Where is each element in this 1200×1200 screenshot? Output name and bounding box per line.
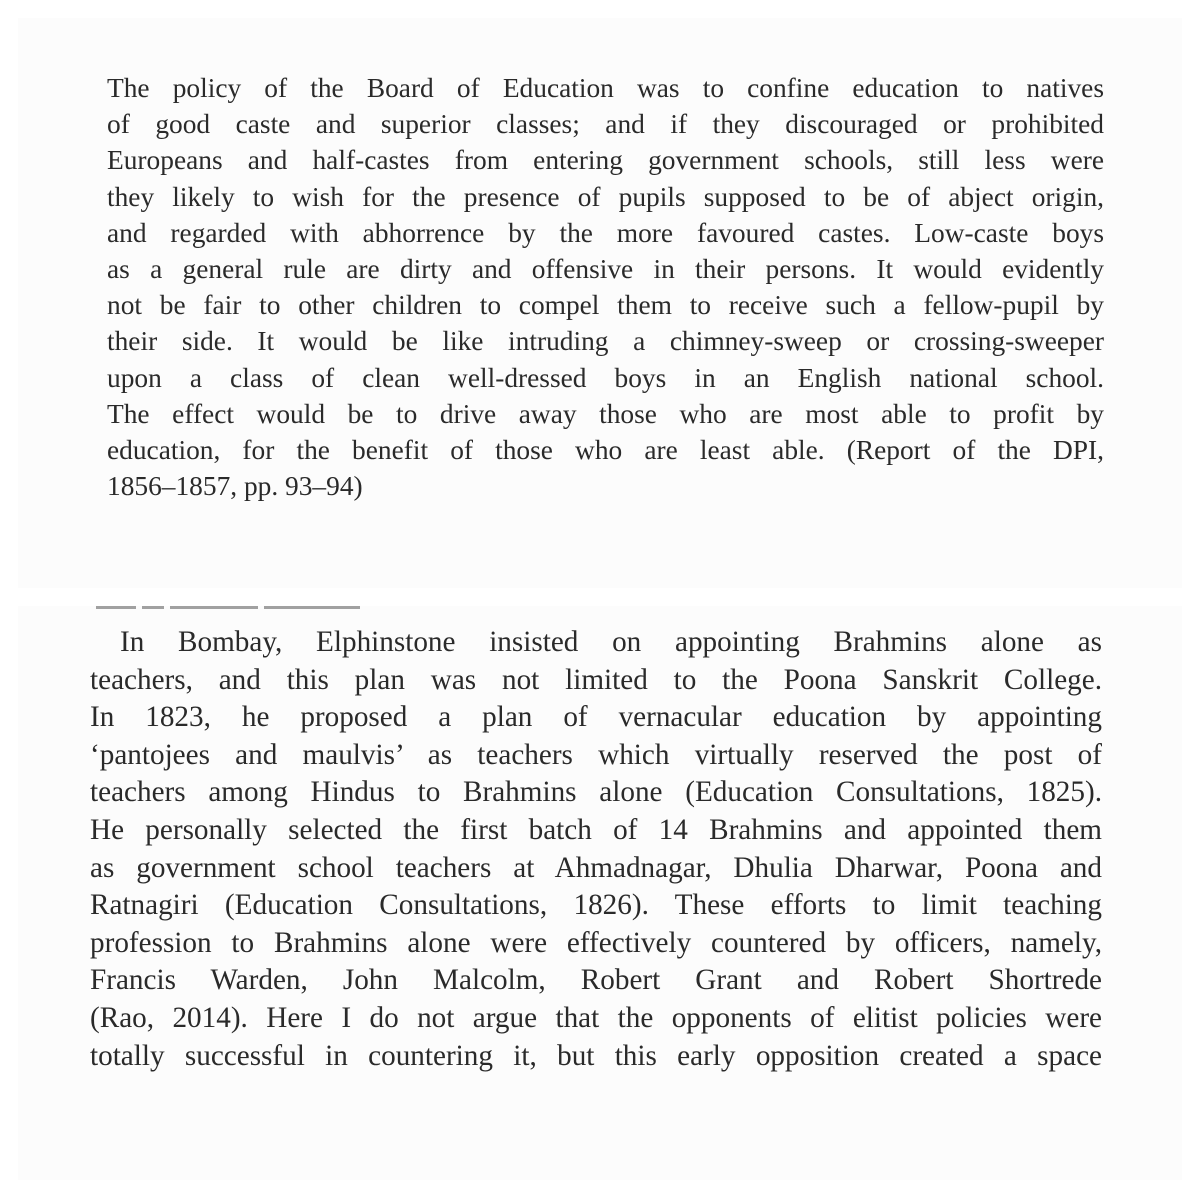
body-paragraph <box>90 624 1102 1075</box>
paragraph-line: In Bombay, Elphinstone insisted on appointing Brahmins alone as <box>120 626 1102 658</box>
quote-citation-line: 1856–1857, pp. 93–94) <box>107 471 363 502</box>
paragraph-line: as government school teachers at Ahmadnagar, Dhulia Dharwar, Poona and <box>90 851 1102 884</box>
quote-line: The effect would be to drive away those who are most able to profit by <box>107 398 1104 429</box>
quote-line: not be fair to other children to compel them to receive such a fellow-pupil by <box>107 290 1104 321</box>
quote-line: they likely to wish for the presence of pupils supposed to be of abject origin, <box>107 181 1104 212</box>
quote-line: of good caste and superior classes; and if they discouraged or prohibited <box>107 109 1104 140</box>
quote-line: education, for the benefit of those who are least able. (Report of the DPI, <box>107 435 1104 466</box>
block-quote <box>107 70 1104 504</box>
quote-line: as a general rule are dirty and offensive in their persons. It would evidently <box>107 254 1104 285</box>
paragraph-line: (Rao, 2014). Here I do not argue that the opponents of elitist policies were <box>90 1001 1102 1034</box>
paragraph-line: Ratnagiri (Education Consultations, 1826). These efforts to limit teaching <box>90 889 1102 922</box>
paragraph-line: In 1823, he proposed a plan of vernacular education by appointing <box>90 701 1102 734</box>
quote-excerpt-panel <box>18 18 1182 588</box>
quote-line: their side. It would be like intruding a chimney-sweep or crossing-sweeper <box>107 326 1104 357</box>
body-excerpt-panel <box>18 606 1182 1180</box>
quote-line: Europeans and half-castes from entering government schools, still less were <box>107 145 1104 176</box>
paragraph-line: Francis Warden, John Malcolm, Robert Grant and Robert Shortrede <box>90 964 1102 997</box>
quote-line: and regarded with abhorrence by the more favoured castes. Low-caste boys <box>107 217 1104 248</box>
quote-line: upon a class of clean well-dressed boys in an English national school. <box>107 362 1104 393</box>
paragraph-line: totally successful in countering it, but this early opposition created a space <box>90 1039 1102 1072</box>
quote-line: The policy of the Board of Education was to confine education to natives <box>107 73 1104 103</box>
paragraph-line: teachers, and this plan was not limited to the Poona Sanskrit College. <box>90 663 1102 696</box>
paragraph-line: teachers among Hindus to Brahmins alone (Education Consultations, 1825). <box>90 776 1102 809</box>
paragraph-line: ‘pantojees and maulvis’ as teachers which virtually reserved the post of <box>90 738 1102 771</box>
paragraph-line: profession to Brahmins alone were effectively countered by officers, namely, <box>90 926 1102 959</box>
paragraph-line: He personally selected the first batch of 14 Brahmins and appointed them <box>90 813 1102 846</box>
cropped-text-remnant <box>96 606 378 610</box>
